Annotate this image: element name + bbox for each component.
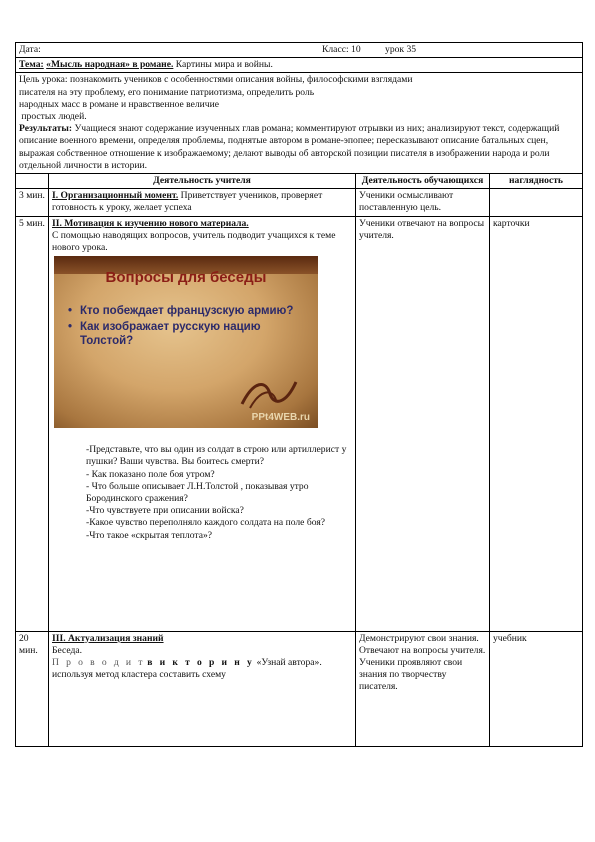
results-label: Результаты: xyxy=(19,123,73,135)
question-item: -Что чувствуете при описании войска? xyxy=(86,505,244,517)
topic-row xyxy=(16,58,583,73)
slide-bullets xyxy=(68,304,308,350)
goal-row xyxy=(16,73,583,174)
quiz-line xyxy=(52,657,352,669)
goal-line: народных масс в романе и нравственное величие xyxy=(19,98,220,110)
topic-rest: Картины мира и войны. xyxy=(175,59,273,71)
stage-time: 3 мин. xyxy=(16,189,49,216)
stage-visual: карточки xyxy=(490,216,583,631)
stage-row xyxy=(16,216,583,631)
quiz-name: «Узнай автора». xyxy=(256,657,322,669)
stage-students: Демонстрируют свои знания. Отвечают на вопросы учителя. Ученики проявляют свои знания по творчеству писателя. xyxy=(356,631,490,746)
quiz-word: в и к т о р и н у xyxy=(147,657,255,669)
slide-bullet: • Кто побеждает французскую армию? xyxy=(68,304,308,318)
slide-bullet: • Как изображает русскую нацию Толстой? xyxy=(68,320,308,348)
stage-students: Ученики осмысливают поставленную цель. xyxy=(356,189,490,216)
quiz-prefix: П р о в о д и т xyxy=(52,657,145,669)
visuals-header: наглядность xyxy=(490,174,583,189)
lesson-plan xyxy=(15,42,582,747)
slide-image xyxy=(54,256,318,428)
question-item: -Какое чувство переполняло каждого солдата на поле боя? xyxy=(86,517,325,529)
results-paragraph xyxy=(19,123,579,172)
stage-teacher xyxy=(49,216,356,631)
stage-row xyxy=(16,631,583,746)
lesson-table xyxy=(15,42,583,747)
date-row xyxy=(16,43,583,58)
topic-label: Тема: xyxy=(19,59,44,71)
question-item: - Что больше описывает Л.Н.Толстой , показывая утро Бородинского сражения? xyxy=(86,480,309,505)
question-item: -Что такое «скрытая теплота»? xyxy=(86,529,213,541)
stage-visual: учебник xyxy=(490,631,583,746)
stage-title: I. Организационный момент. xyxy=(52,190,179,202)
question-list xyxy=(86,444,348,542)
stage-teacher xyxy=(49,631,356,746)
teacher-header: Деятельность учителя xyxy=(49,174,356,189)
stage-title: III. Актуализация знаний xyxy=(52,632,164,644)
stage-teacher xyxy=(49,189,356,216)
topic-title: «Мысль народная» в романе. xyxy=(46,59,174,71)
stage-text: Приветствует учеников, проверяет готовность к уроку, желает успеха xyxy=(52,190,323,214)
goal-line: Цель урока: познакомить учеников с особенностями описания войны, философскими взглядами xyxy=(19,74,413,86)
stage-time: 20 мин. xyxy=(16,631,49,746)
stage-title: II. Мотивация к изучению нового материала. xyxy=(52,217,249,229)
class-label: Класс: 10 xyxy=(322,44,361,55)
decorative-swirl-icon xyxy=(240,374,300,410)
stage-row xyxy=(16,189,583,216)
stage-time: 5 мин. xyxy=(16,216,49,631)
date-cell xyxy=(16,43,583,58)
goal-line: писателя на эту проблему, его понимание патриотизма, определить роль xyxy=(19,86,315,98)
question-item: -Представьте, что вы один из солдат в строю или артиллерист у пушки? Ваши чувства. Вы боитесь смерти? xyxy=(86,444,347,468)
date-label: Дата: xyxy=(19,44,41,55)
goal-line: простых людей. xyxy=(19,111,87,123)
column-header-row xyxy=(16,174,583,189)
stage-text: Беседа. xyxy=(52,644,83,656)
stage-students: Ученики отвечают на вопросы учителя. xyxy=(356,216,490,631)
stage-text: С помощью наводящих вопросов, учитель подводит учащихся к теме нового урока. xyxy=(52,229,336,254)
slide-watermark: PPt4WEB.ru xyxy=(251,412,310,424)
results-text: Учащиеся знают содержание изученных глав романа; комментируют отрывки из них; анализируют текст, содержащий описание военного времени, определяя проблемы, поднятые автором в романе-эпопее; пересказывают описание батальных сцен, выражая собственное отношение к изображаемому; делают выводы об авторской позиции писателя в изображении народа и роли отдельной личности в истории. xyxy=(19,123,560,171)
time-header xyxy=(16,174,49,189)
lesson-label: урок 35 xyxy=(385,44,417,55)
topic-cell xyxy=(16,58,583,73)
stage-text: используя метод кластера составить схему xyxy=(52,669,226,681)
slide-title: Вопросы для беседы xyxy=(105,269,267,287)
question-item: - Как показано поле боя утром? xyxy=(86,468,215,480)
stage-visual xyxy=(490,189,583,216)
students-header: Деятельность обучающихся xyxy=(356,174,490,189)
goal-cell xyxy=(16,73,583,174)
